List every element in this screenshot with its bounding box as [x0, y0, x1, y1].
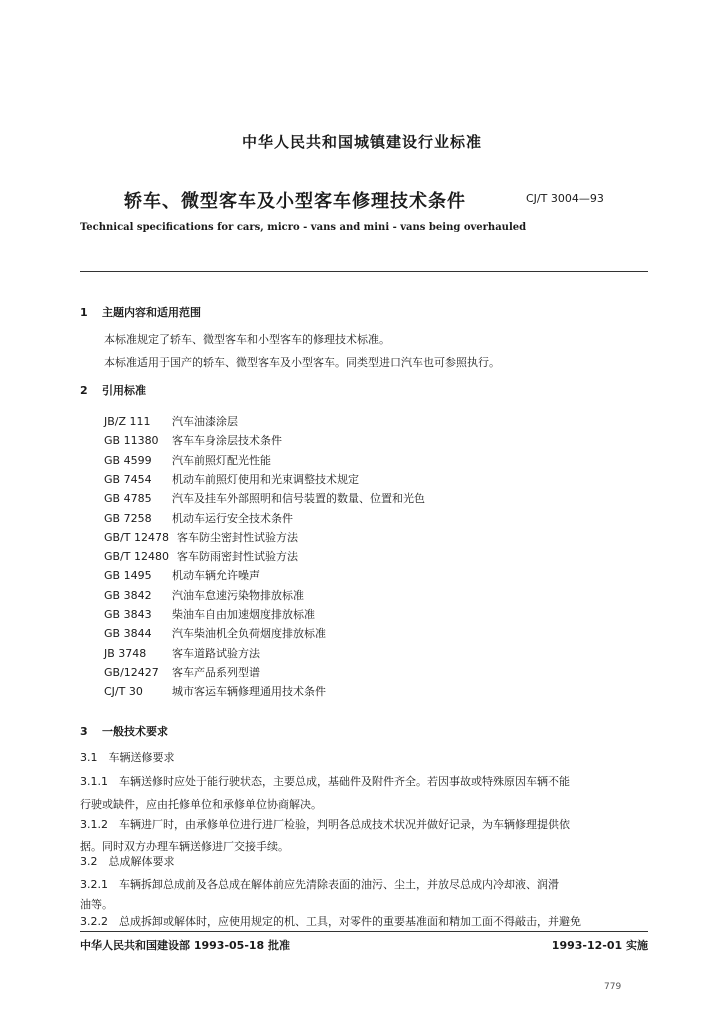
- english-title: Technical specifications for cars, micro - vans and mini - vans being overhauled: [80, 222, 527, 233]
- reference-name: 汽车前照灯配光性能: [172, 453, 271, 467]
- reference-item: [104, 432, 282, 448]
- section-2-heading: [80, 382, 146, 398]
- reference-name: 汽车及挂车外部照明和信号装置的数量、位置和光色: [172, 492, 425, 506]
- reference-name: 客车车身涂层技术条件: [172, 434, 282, 448]
- body-line: 据。同时双方办理车辆送修进厂交接手续。: [80, 840, 289, 853]
- reference-name: 客车防尘密封性试验方法: [177, 530, 298, 544]
- reference-item: [104, 510, 293, 526]
- body-line: 油等。: [80, 898, 113, 911]
- section-number: 1: [80, 306, 88, 319]
- page-number: 779: [604, 982, 622, 992]
- reference-name: 机动车辆允许噪声: [172, 569, 260, 583]
- reference-item: [104, 413, 238, 429]
- standard-code: CJ/T 3004—93: [526, 192, 604, 205]
- reference-code: JB/Z 111: [104, 415, 151, 428]
- reference-code: GB 3844: [104, 627, 152, 641]
- reference-name: 机动车前照灯使用和光束调整技术规定: [172, 472, 359, 486]
- standard-header: 中华人民共和国城镇建设行业标准: [241, 133, 482, 151]
- reference-name: 机动车运行安全技术条件: [172, 511, 293, 525]
- section-title: 一般技术要求: [102, 725, 168, 738]
- reference-name: 柴油车自由加速烟度排放标准: [172, 608, 315, 621]
- reference-item: [104, 664, 260, 680]
- reference-code: GB 11380: [104, 434, 159, 448]
- body-line: 3.2.2 总成拆卸或解体时，应使用规定的机、工具，对零件的重要基准面和精加工面不得敲击，并避免: [80, 915, 581, 928]
- reference-name: 客车防雨密封性试验方法: [177, 550, 298, 564]
- document-title: 轿车、微型客车及小型客车修理技术条件: [124, 191, 466, 212]
- reference-code: CJ/T 30: [104, 685, 143, 699]
- reference-code: JB 3748: [104, 646, 147, 660]
- section-title: 主题内容和适用范围: [102, 306, 201, 319]
- reference-code: GB 3842: [104, 588, 152, 602]
- section-number: 3: [80, 725, 88, 738]
- effective-date: 1993-12-01 实施: [551, 939, 648, 952]
- reference-code: GB 7258: [104, 511, 152, 525]
- section-number: 2: [80, 384, 88, 397]
- reference-item: [104, 645, 260, 661]
- reference-code: GB/T 12478: [104, 530, 169, 544]
- reference-item: [104, 548, 298, 564]
- reference-name: 城市客运车辆修理通用技术条件: [172, 685, 326, 699]
- reference-name: 汽油车怠速污染物排放标准: [172, 588, 304, 602]
- reference-code: GB/T 12480: [104, 550, 169, 564]
- reference-name: 客车道路试验方法: [172, 646, 260, 660]
- title-divider: [80, 271, 648, 272]
- reference-code: GB 3843: [104, 608, 152, 621]
- section-3-heading: [80, 723, 168, 739]
- reference-item: [104, 606, 315, 622]
- section-1-heading: [80, 304, 201, 320]
- body-line: 3.1.2 车辆进厂时，由承修单位进行进厂检验，判明各总成技术状况并做好记录，为车辆修理提供依: [80, 818, 570, 831]
- reference-code: GB 4599: [104, 453, 152, 467]
- reference-code: GB/12427: [104, 665, 159, 679]
- reference-item: [104, 683, 326, 699]
- section-title: 引用标准: [102, 384, 146, 397]
- reference-item: [104, 529, 298, 545]
- footer-divider: [80, 931, 648, 932]
- reference-name: 汽车油漆涂层: [172, 415, 238, 428]
- body-line: 3.2 总成解体要求: [80, 855, 175, 868]
- body-line: 行驶或缺件，应由托修单位和承修单位协商解决。: [80, 798, 322, 811]
- reference-item: [104, 567, 260, 583]
- reference-name: 汽车柴油机全负荷烟度排放标准: [172, 627, 326, 641]
- reference-item: [104, 452, 271, 468]
- reference-item: [104, 471, 359, 487]
- reference-item: [104, 625, 326, 641]
- reference-item: [104, 587, 304, 603]
- section-1-para-2: 本标准适用于国产的轿车、微型客车及小型客车。同类型进口汽车也可参照执行。: [104, 356, 500, 369]
- reference-code: GB 4785: [104, 492, 152, 506]
- section-1-para-1: 本标准规定了轿车、微型客车和小型客车的修理技术标准。: [104, 333, 390, 346]
- body-line: 3.1 车辆送修要求: [80, 751, 175, 764]
- reference-item: [104, 490, 425, 506]
- approval-date: 中华人民共和国建设部 1993-05-18 批准: [80, 939, 291, 952]
- reference-code: GB 1495: [104, 569, 152, 583]
- body-line: 3.2.1 车辆拆卸总成前及各总成在解体前应先清除表面的油污、尘土，并放尽总成内冷却液、润滑: [80, 878, 559, 891]
- reference-name: 客车产品系列型谱: [172, 665, 260, 679]
- body-line: 3.1.1 车辆送修时应处于能行驶状态，主要总成，基础件及附件齐全。若因事故或特殊原因车辆不能: [80, 775, 570, 788]
- reference-code: GB 7454: [104, 472, 152, 486]
